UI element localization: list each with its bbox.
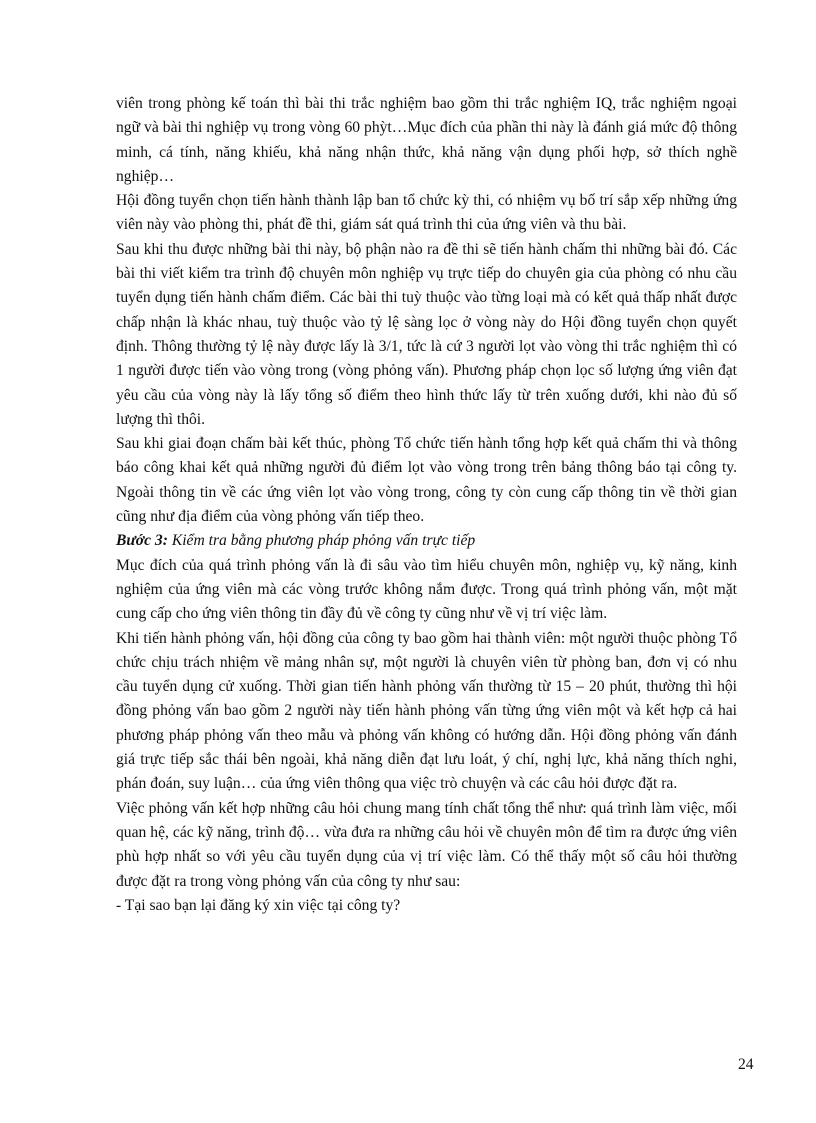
page-number: 24: [738, 1056, 754, 1073]
paragraph: Mục đích của quá trình phỏng vấn là đi sâu vào tìm hiểu chuyên môn, nghiệp vụ, kỹ năng, kinh nghiệm của ứng viên mà các vòng trước không nắm được. Trong quá trình phỏng vấn, một mặt cung cấp cho ứng viên thông tin đầy đủ về công ty cũng như về vị trí việc làm.: [116, 556, 737, 623]
step-label: Bước 3:: [116, 532, 168, 550]
paragraph: Hội đồng tuyển chọn tiến hành thành lập ban tổ chức kỳ thi, có nhiệm vụ bố trí sắp xếp những ứng viên này vào phòng thi, phát đề thi, giám sát quá trình thi của ứng viên và thu bài.: [116, 192, 737, 234]
paragraph: Việc phỏng vấn kết hợp những câu hỏi chung mang tính chất tổng thể như: quá trình làm việc, mối quan hệ, các kỹ năng, trình độ… vừa đưa ra những câu hỏi về chuyên môn để tìm ra được ứng viên phù hợp nhất so với yêu cầu tuyển dụng của vị trí việc làm. Có thể thấy một số câu hỏi thường được đặt ra trong vòng phỏng vấn của công ty như sau:: [116, 799, 737, 890]
paragraph: Sau khi thu được những bài thi này, bộ phận nào ra đề thi sẽ tiến hành chấm thi những bài đó. Các bài thi viết kiểm tra trình độ chuyên môn nghiệp vụ trực tiếp do chuyên gia của phòng có nhu cầu tuyển dụng tiến hành chấm điểm. Các bài thi tuỳ thuộc vào từng loại mà có kết quả thấp nhất được chấp nhận là khác nhau, tuỳ thuộc vào tỷ lệ sàng lọc ở vòng này do Hội đồng tuyển chọn quyết định. Thông thường tỷ lệ này được lấy là 3/1, tức là cứ 3 người lọt vào vòng thi trắc nghiệm thì có 1 người được tiến vào vòng trong (vòng phỏng vấn). Phương pháp chọn lọc số lượng ứng viên đạt yêu cầu của vòng này là lấy tổng số điểm theo hình thức lấy từ trên xuống dưới, khi nào đủ số lượng thì thôi.: [116, 240, 737, 428]
step-title: Kiểm tra bằng phương pháp phỏng vấn trực tiếp: [167, 532, 476, 550]
paragraph: Khi tiến hành phỏng vấn, hội đồng của công ty bao gồm hai thành viên: một người thuộc phòng Tổ chức chịu trách nhiệm về mảng nhân sự, một người là chuyên viên từ phòng ban, đơn vị có nhu cầu tuyển dụng cử xuống. Thời gian tiến hành phỏng vấn thường từ 15 – 20 phút, thường thì hội đồng phỏng vấn bao gồm 2 người này tiến hành phỏng vấn từng ứng viên một và kết hợp cả hai phương pháp phỏng vấn theo mẫu và phỏng vấn không có hướng dẫn. Hội đồng phỏng vấn đánh giá trực tiếp sắc thái bên ngoài, khả năng diễn đạt lưu loát, ý chí, nghị lực, khả năng thích nghi, phán đoán, suy luận… của ứng viên thông qua việc trò chuyện và các câu hỏi được đặt ra.: [116, 629, 737, 793]
paragraph: Sau khi giai đoạn chấm bài kết thúc, phòng Tổ chức tiến hành tổng hợp kết quả chấm thi và thông báo công khai kết quả những người đủ điểm lọt vào vòng trong trên bảng thông báo tại công ty. Ngoài thông tin về các ứng viên lọt vào vòng trong, công ty còn cung cấp thông tin về thời gian cũng như địa điểm của vòng phỏng vấn tiếp theo.: [116, 435, 737, 526]
paragraph: viên trong phòng kế toán thì bài thi trắc nghiệm bao gồm thi trắc nghiệm IQ, trắc nghiệm ngoại ngữ và bài thi nghiệp vụ trong vòng 60 phỳt…Mục đích của phần thi này là đánh giá mức độ thông minh, cá tính, năng khiếu, khả năng nhận thức, khả năng vận dụng phối hợp, sở thích nghề nghiệp…: [116, 95, 737, 185]
step-heading: [116, 529, 737, 553]
list-item: - Tại sao bạn lại đăng ký xin việc tại công ty?: [116, 896, 401, 914]
document-body: [116, 92, 737, 918]
